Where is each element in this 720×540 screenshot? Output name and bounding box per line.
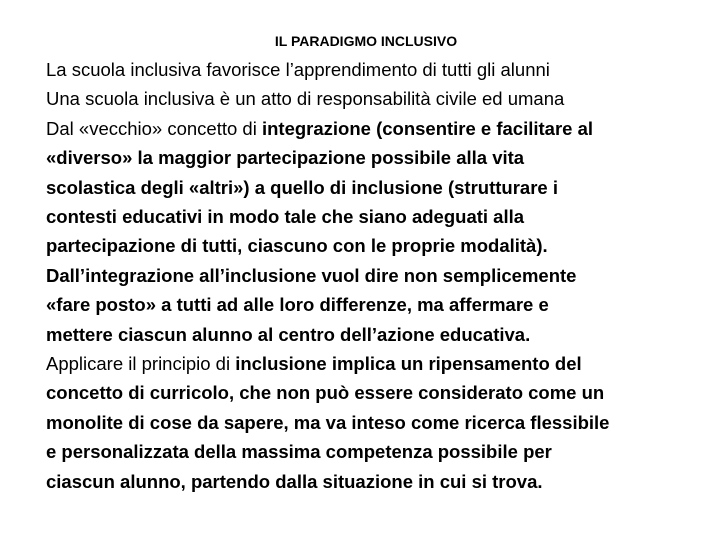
- bold-text-run: «diverso» la maggior partecipazione possibile alla vita: [46, 147, 525, 169]
- body-text-line: [46, 173, 714, 202]
- bold-text-run: «fare posto» a tutti ad alle loro differenze, ma affermare e: [46, 294, 549, 316]
- body-text-line: [46, 437, 714, 466]
- body-text-line: [46, 349, 714, 378]
- body-text-line: [46, 114, 714, 143]
- body-text-line: [46, 55, 714, 84]
- bold-text-run: partecipazione di tutti, ciascuno con le proprie modalità).: [46, 235, 548, 257]
- bold-text-run: e personalizzata della massima competenza possibile per: [46, 441, 552, 463]
- bold-text-run: Dall’integrazione all’inclusione vuol dire non semplicemente: [46, 264, 577, 286]
- body-text-line: [46, 320, 714, 349]
- bold-text-run: monolite di cose da sapere, ma va inteso come ricerca flessibile: [46, 411, 610, 433]
- text-run: La scuola inclusiva favorisce l’apprendimento di tutti gli alunni: [46, 59, 550, 80]
- slide-body: [46, 55, 714, 496]
- bold-text-run: concetto di curricolo, che non può essere considerato come un: [46, 382, 605, 404]
- bold-text-run: mettere ciascun alunno al centro dell’azione educativa.: [46, 323, 531, 345]
- bold-text-run: ciascun alunno, partendo dalla situazione in cui si trova.: [46, 470, 543, 492]
- body-text-line: [46, 84, 714, 113]
- bold-text-run: contesti educativi in modo tale che siano adeguati alla: [46, 206, 525, 228]
- body-text-line: [46, 202, 714, 231]
- bold-text-run: inclusione implica un ripensamento del: [235, 353, 582, 375]
- slide-title: IL PARADIGMO INCLUSIVO: [274, 33, 458, 49]
- body-text-line: [46, 408, 714, 437]
- body-text-line: [46, 261, 714, 290]
- body-text-line: [46, 467, 714, 496]
- body-text-line: [46, 290, 714, 319]
- body-text-line: [46, 231, 714, 260]
- bold-text-run: integrazione (consentire e facilitare al: [261, 117, 594, 139]
- body-text-line: [46, 378, 714, 407]
- text-run: Applicare il principio di: [46, 353, 236, 375]
- text-run: Dal «vecchio» concetto di: [46, 117, 262, 139]
- text-run: Una scuola inclusiva è un atto di responsabilità civile ed umana: [46, 88, 565, 110]
- bold-text-run: scolastica degli «altri») a quello di inclusione (strutturare i: [46, 176, 558, 198]
- body-text-line: [46, 143, 714, 172]
